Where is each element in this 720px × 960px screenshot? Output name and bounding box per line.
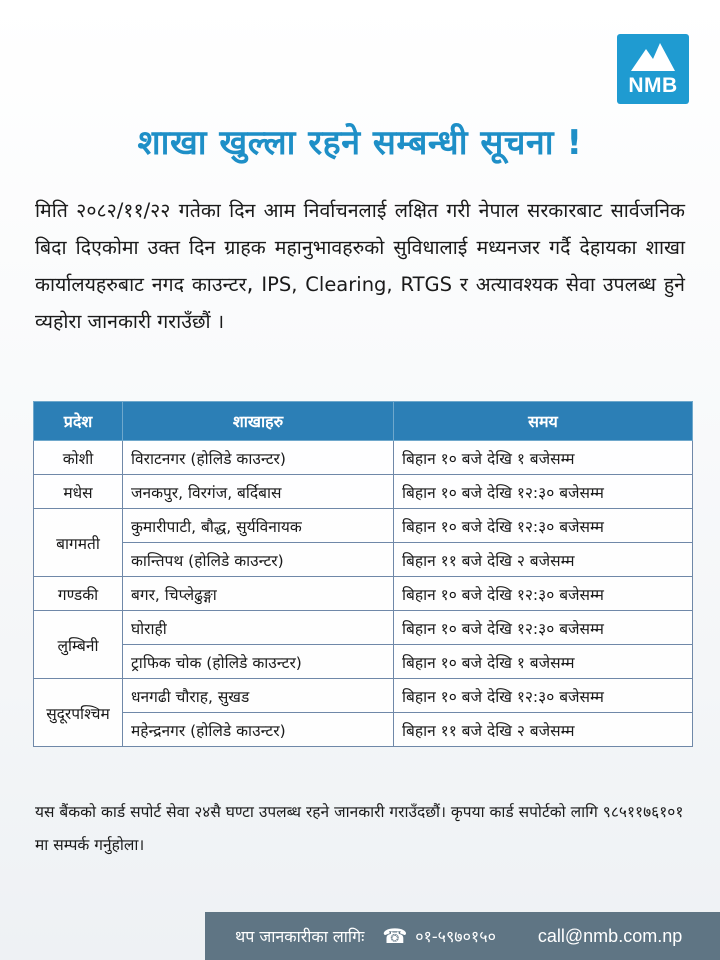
province-cell: लुम्बिनी — [34, 611, 123, 679]
time-cell: बिहान ११ बजे देखि २ बजेसम्म — [394, 713, 693, 747]
time-cell: बिहान १० बजे देखि १२:३० बजेसम्म — [394, 611, 693, 645]
time-cell: बिहान १० बजे देखि १२:३० बजेसम्म — [394, 509, 693, 543]
time-cell: बिहान १० बजे देखि १२:३० बजेसम्म — [394, 679, 693, 713]
table-header-row — [34, 402, 693, 441]
branch-cell: कुमारीपाटी, बौद्ध, सुर्यविनायक — [123, 509, 394, 543]
intro-comma: , — [246, 272, 254, 297]
branch-cell: धनगढी चौराह, सुखड — [123, 679, 394, 713]
table-row — [34, 543, 693, 577]
branch-cell: महेन्द्रनगर (होलिडे काउन्टर) — [123, 713, 394, 747]
table-row — [34, 577, 693, 611]
branch-schedule-table — [33, 401, 693, 747]
logo-text: NMB — [628, 74, 678, 97]
table-row — [34, 509, 693, 543]
card-support-note: यस बैंकको कार्ड सपोर्ट सेवा २४सै घण्टा उपलब्ध रहने जानकारी गराउँदछौं। कृपया कार्ड सपोर्टको लागि ९८५११७६१०१ मा सम्पर्क गर्नुहोला। — [35, 803, 684, 854]
time-cell: बिहान ११ बजे देखि २ बजेसम्म — [394, 543, 693, 577]
branch-cell: बगर, चिप्लेढुङ्गा — [123, 577, 394, 611]
table-row — [34, 679, 693, 713]
contact-band — [205, 912, 720, 960]
table-row — [34, 645, 693, 679]
branch-cell: कान्तिपथ (होलिडे काउन्टर) — [123, 543, 394, 577]
branch-cell: विराटनगर (होलिडे काउन्टर) — [123, 441, 394, 475]
header-branches: शाखाहरु — [123, 402, 394, 441]
province-cell: सुदूरपश्चिम — [34, 679, 123, 747]
province-cell: कोशी — [34, 441, 123, 475]
table-row — [34, 611, 693, 645]
intro-paragraph — [35, 192, 685, 340]
phone-icon: ☎ — [382, 924, 408, 948]
intro-services-latin: IPS, Clearing, RTGS — [253, 273, 460, 296]
header-province: प्रदेश — [34, 402, 123, 441]
table-row — [34, 475, 693, 509]
intro-text-part1: मिति २०८२/११/२२ गतेका दिन आम निर्वाचनलाई लक्षित गरी नेपाल सरकारबाट सार्वजनिक बिदा दिएकोमा उक्त दिन ग्राहक महानुभावहरुको सुविधालाई मध्यनजर गर्दै देहायका शाखा कार्यालयहरुबाट नगद काउन्टर — [35, 199, 685, 296]
header-time: समय — [394, 402, 693, 441]
contact-label: थप जानकारीका लागिः — [235, 927, 365, 946]
time-cell: बिहान १० बजे देखि १२:३० बजेसम्म — [394, 475, 693, 509]
time-cell: बिहान १० बजे देखि १ बजेसम्म — [394, 645, 693, 679]
province-cell: मधेस — [34, 475, 123, 509]
notice-title: शाखा खुल्ला रहने सम्बन्धी सूचना ! — [137, 123, 583, 163]
time-cell: बिहान १० बजे देखि १ बजेसम्म — [394, 441, 693, 475]
branch-cell: जनकपुर, विरगंज, बर्दिबास — [123, 475, 394, 509]
table-row — [34, 713, 693, 747]
contact-phone[interactable]: ०१-५९७०१५० — [415, 927, 496, 946]
province-cell: बागमती — [34, 509, 123, 577]
contact-email[interactable]: call@nmb.com.np — [537, 925, 683, 946]
intro-text-part2: र अत्यावश्यक सेवा उपलब्ध हुने व्यहोरा जानकारी गराउँछौं । — [35, 273, 685, 333]
table-row — [34, 441, 693, 475]
branch-cell: घोराही — [123, 611, 394, 645]
branch-cell: ट्राफिक चोक (होलिडे काउन्टर) — [123, 645, 394, 679]
nmb-logo — [617, 34, 689, 104]
time-cell: बिहान १० बजे देखि १२:३० बजेसम्म — [394, 577, 693, 611]
mountain-icon — [631, 43, 675, 71]
province-cell: गण्डकी — [34, 577, 123, 611]
